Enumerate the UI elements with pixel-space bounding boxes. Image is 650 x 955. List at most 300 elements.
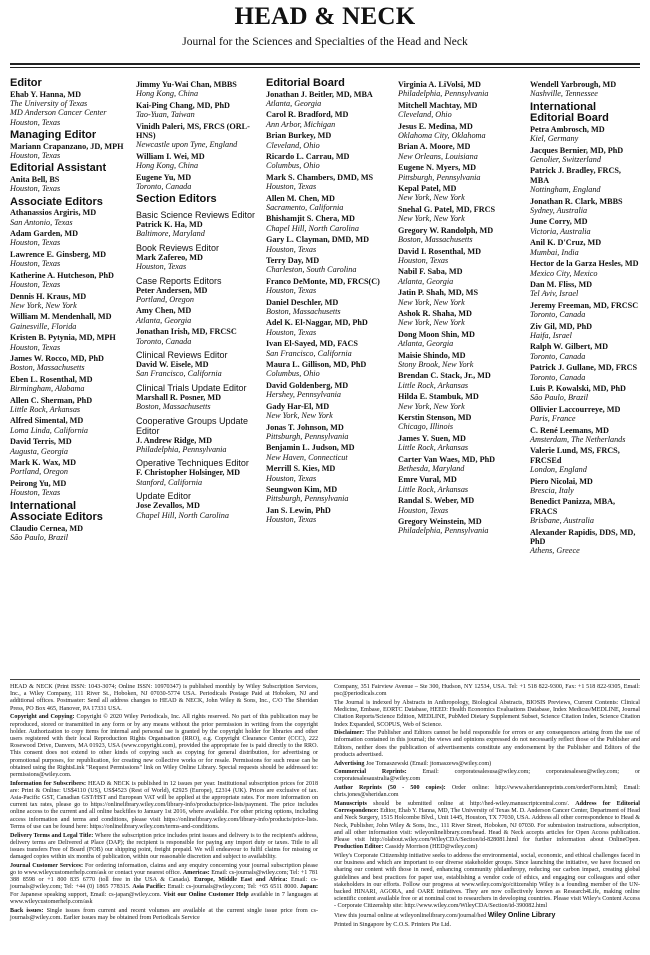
editor-affiliation: Cleveland, Ohio	[398, 110, 452, 120]
editor-name: Jose Zevallos, MD	[136, 501, 200, 511]
editor-name: Alfred Simental, MD	[10, 416, 84, 426]
section-heading: Editor	[10, 77, 42, 89]
editor-name: Peter Andersen, MD	[136, 285, 208, 295]
masthead-rule	[10, 63, 640, 65]
editor-entry	[398, 434, 518, 453]
editor-entry	[136, 122, 261, 150]
editor-affiliation: Brisbane, Australia	[530, 516, 594, 526]
editor-entry	[530, 259, 642, 278]
info-paragraph	[334, 684, 640, 698]
editor-affiliation: Pittsburgh, Pennsylvania	[266, 431, 349, 441]
editor-name: William I. Wei, MD	[136, 151, 205, 161]
editor-entry	[398, 517, 518, 536]
editor-affiliation: Hong Kong, China	[136, 161, 199, 171]
editor-name: Randal S. Weber, MD	[398, 496, 475, 506]
info-paragraph	[334, 853, 640, 911]
editor-affiliation: São Paulo, Brazil	[10, 533, 68, 543]
editor-entry	[530, 384, 642, 403]
editor-entry	[266, 402, 388, 421]
editor-affiliation: Tel Aviv, Israel	[530, 289, 579, 299]
editor-entry	[136, 253, 261, 272]
editor-entry	[398, 122, 518, 141]
info-label: Information for Subscribers:	[10, 780, 88, 787]
editor-affiliation: Mexico City, Mexico	[530, 268, 598, 278]
editor-entry	[10, 250, 128, 269]
editor-entry	[10, 437, 128, 456]
editor-affiliation: Houston, Texas	[266, 286, 317, 296]
section-heading: Editorial Assistant	[10, 162, 107, 175]
editor-entry	[266, 318, 388, 337]
editor-affiliation: Little Rock, Arkansas	[398, 443, 469, 453]
editor-affiliation: Birmingham, Alabama	[10, 384, 85, 394]
editor-entry	[266, 131, 388, 150]
editor-name: J. Andrew Ridge, MD	[136, 435, 213, 445]
editor-name: Ralph W. Gilbert, MD	[530, 342, 609, 352]
editor-name: Gady Har-El, MD	[266, 401, 330, 411]
editor-entry	[398, 80, 518, 99]
info-text: Email: corporatesalesusa@wiley.com; corporatesaleseu@wiley.com; or corporatesalesaustralia@wiley.com	[334, 769, 640, 783]
info-text: Email: cs-journals@wiley.com; Tel: +65 6511 8000.	[167, 884, 301, 891]
info-paragraph	[334, 730, 640, 759]
editor-affiliation: Pittsburgh, Pennsylvania	[266, 494, 349, 504]
editor-entry	[530, 238, 642, 257]
editor-name: Vinidh Paleri, MS, FRCS (ORL-HNS)	[136, 121, 250, 141]
editor-name: Franco DeMonte, MD, FRCS(C)	[266, 276, 380, 286]
editor-entry	[266, 235, 388, 254]
editor-affiliation: Portland, Oregon	[136, 295, 194, 304]
info-label: Europe, Middle East and Africa:	[194, 877, 292, 884]
editor-affiliation: Oklahoma City, Oklahoma	[398, 131, 486, 141]
editor-affiliation: Hong Kong, China	[136, 89, 199, 99]
editor-affiliation: Chapel Hill, North Carolina	[266, 223, 359, 233]
info-paragraph	[334, 700, 640, 729]
subsection-heading: Basic Science Reviews Editor	[136, 209, 256, 220]
editor-name: C. René Leemans, MD	[530, 425, 609, 435]
editor-affiliation: MD Anderson Cancer Center	[10, 108, 107, 118]
board-column-3	[266, 78, 388, 525]
editor-entry	[10, 229, 128, 248]
info-paragraph	[10, 863, 318, 906]
editor-entry	[530, 280, 642, 299]
editor-affiliation: Houston, Texas	[10, 151, 61, 161]
editor-entry	[136, 220, 261, 239]
editor-affiliation: Nashville, Tennessee	[530, 89, 598, 99]
editor-name: James Y. Suen, MD	[398, 433, 466, 443]
info-text: Printed in Singapore by C.O.S. Printers Pte Ltd.	[334, 921, 451, 928]
editor-entry	[530, 528, 642, 556]
subsection-heading: Update Editor	[136, 491, 192, 502]
editor-affiliation: Columbus, Ohio	[266, 369, 320, 379]
info-label: Address for Editorial Correspondence:	[334, 801, 640, 815]
editor-affiliation: Little Rock, Arkansas	[398, 484, 469, 494]
editor-name: Peirong Yu, MD	[10, 478, 67, 488]
section-heading: International Editorial Board	[530, 100, 609, 125]
info-text: For Japanese speaking support, Email: cs-japan@wiley.com.	[10, 891, 164, 898]
editor-affiliation: Mumbai, India	[530, 247, 579, 257]
editor-entry	[136, 101, 261, 120]
editor-name: Jan S. Lewin, PhD	[266, 505, 331, 515]
info-paragraph	[334, 785, 640, 799]
info-text: Editor, Ehab Y. Hanna, MD, The University of Texas M. D. Anderson Cancer Center, Department of Head and Neck Surgery, 1515 Holcombe Blvd., Unit 1445, Houston, TX 77030, USA. Address all other correspondence to Head & Neck, Publisher, John Wiley & Sons, Inc., 111 River Street, Hoboken, NJ 07030. For submission instructions, subscription, and all other information visit: wileyonlinelibrary.com/head. Head & Neck accepts articles for Open Access publication. Please visit http://olabout.wiley.com/WileyCDA/Section/id-828081.html for further information about OnlineOpen.	[334, 808, 641, 844]
info-text: Cassidy Morrison (HED@wiley.com)	[385, 844, 478, 851]
editor-name: Athanassios Argiris, MD	[10, 208, 97, 218]
editor-entry	[530, 477, 642, 496]
editor-name: June Corry, MD	[530, 217, 588, 227]
editor-name: Jeremy Freeman, MD, FRCSC	[530, 300, 639, 310]
info-paragraph	[10, 908, 318, 922]
info-label: Manuscripts	[334, 801, 374, 808]
editor-affiliation: Houston, Texas	[10, 238, 61, 248]
info-text: HEAD & NECK is published in 12 issues per year. Institutional subscription prices for 2018 are: Print & Online: US$4110 (US), US$4523 (Rest of World), €2925 (Europe), £2314 (UK). Prices are exclusive of tax. Asia-Pacific GST, Canadian GST/HST and European VAT will be applied at the appropriate rates. For more information on current tax rates, please go to https://onlinelibrary.wiley.com/library-info/products/price-lists/payment. The price includes online access to the current and all online backfiles to January 1st 2016, where available. For other pricing options, including access information and terms and conditions, please visit https://onlinelibrary.wiley.com/library-info/products/price-lists. Terms of use can be found here: https://onlinelibrary.wiley.com/terms-and-conditions.	[10, 780, 318, 830]
editor-name: Jesus E. Medina, MD	[398, 121, 473, 131]
editor-entry	[136, 327, 261, 346]
editor-affiliation: Paris, France	[530, 414, 576, 424]
editor-name: Piero Nicolai, MD	[530, 476, 593, 486]
editor-affiliation: São Paulo, Brazil	[530, 393, 588, 403]
editor-entry	[136, 436, 261, 455]
info-label: Commercial Reprints:	[334, 769, 423, 776]
editor-entry	[266, 339, 388, 358]
editor-entry	[10, 375, 128, 394]
editor-entry	[136, 393, 261, 412]
editor-affiliation: Boston, Massachusetts	[398, 235, 473, 245]
editor-name: Eugene Yu, MD	[136, 172, 192, 182]
info-label: Americas:	[182, 870, 212, 877]
editor-affiliation: Haifa, Israel	[530, 330, 572, 340]
editor-name: Carol R. Bradford, MD	[266, 110, 349, 120]
editor-name: William M. Mendenhall, MD	[10, 312, 112, 322]
editor-affiliation: Little Rock, Arkansas	[10, 404, 81, 414]
editor-name: Mark S. Chambers, DMD, MS	[266, 172, 374, 182]
info-text: should be submitted online at http://hed-wiley.manuscriptcentral.com/.	[373, 801, 576, 808]
editor-affiliation: Genolier, Switzerland	[530, 155, 601, 165]
editor-affiliation: Houston, Texas	[398, 505, 449, 515]
editor-entry	[10, 271, 128, 290]
editor-affiliation: Charleston, South Carolina	[266, 265, 357, 275]
editor-name: Bhishamjit S. Chera, MD	[266, 214, 355, 224]
editor-name: Emre Vural, MD	[398, 475, 457, 485]
editor-entry	[136, 468, 261, 487]
editor-name: Adel K. El-Naggar, MD, PhD	[266, 318, 368, 328]
editor-affiliation: Stanford, California	[136, 477, 203, 487]
editor-affiliation: Little Rock, Arkansas	[398, 380, 469, 390]
publication-info-right	[334, 684, 640, 931]
info-label: Japan:	[300, 884, 318, 891]
masthead	[0, 2, 650, 50]
editor-affiliation: Houston, Texas	[266, 244, 317, 254]
editor-affiliation: Portland, Oregon	[10, 467, 68, 477]
editor-affiliation: San Francisco, California	[266, 348, 352, 358]
board-column-2	[136, 78, 261, 520]
editor-entry	[136, 306, 261, 325]
editor-name: Dong Moon Shin, MD	[398, 329, 475, 339]
editor-entry	[398, 247, 518, 266]
editor-entry	[530, 426, 642, 445]
editor-affiliation: New York, New York	[10, 300, 77, 310]
info-text: HEAD & NECK (Print ISSN: 1043-3074; Online ISSN: 10970347) is published monthly by Wiley Subscription Services, Inc., a Wiley Company, 111 River St., Hoboken, NJ 07030-5774 USA. Periodicals Postage Paid at Hoboken, NJ and additional offices. Postmaster: Send all address changes to HEAD & NECK, John Wiley & Sons, Inc., C/O The Sheridan Press, PO Box 465, Hanover, PA 17331 USA.	[10, 684, 318, 712]
editor-name: Kepal Patel, MD	[398, 184, 457, 194]
info-paragraph	[334, 769, 640, 783]
editor-name: Patrick J. Gullane, MD, FRCS	[530, 363, 638, 373]
editor-affiliation: New York, New York	[398, 214, 465, 224]
editor-name: Anil K. D'Cruz, MD	[530, 238, 602, 248]
editor-affiliation: Houston, Texas	[266, 327, 317, 337]
editor-affiliation: Hershey, Pennsylvania	[266, 390, 342, 400]
editor-affiliation: Victoria, Australia	[530, 226, 591, 236]
info-text: Single issues from current and recent volumes are available at the current single issue price from cs-journals@wiley.com. Earlier issues may be obtained from Periodicals Service	[10, 907, 319, 921]
info-label: Journal Customer Services:	[10, 862, 85, 869]
editor-name: Ashok R. Shaha, MD	[398, 308, 472, 318]
editor-entry	[398, 475, 518, 494]
editor-entry	[266, 506, 388, 525]
editor-affiliation: Tao-Yuan, Taiwan	[136, 110, 195, 120]
editor-entry	[398, 413, 518, 432]
editor-name: David W. Eisele, MD	[136, 360, 209, 370]
editor-affiliation: Chapel Hill, North Carolina	[136, 510, 229, 520]
subsection-heading: Case Reports Editors	[136, 275, 222, 286]
info-paragraph	[334, 922, 640, 929]
editor-name: Eugene N. Myers, MD	[398, 163, 476, 173]
editor-entry	[530, 166, 642, 194]
editor-affiliation: Chicago, Illinois	[398, 422, 454, 432]
editor-name: Jimmy Yu-Wai Chan, MBBS	[136, 80, 237, 89]
editor-name: Jonathan R. Clark, MBBS	[530, 196, 623, 206]
info-text: Joe Tomaszewski (Email: jtomaszews@wiley.com)	[366, 760, 492, 767]
editor-name: Kai-Ping Chang, MD, PhD	[136, 100, 230, 110]
info-text: Copyright © 2020 Wiley Periodicals, Inc. All rights reserved. No part of this publication may be reproduced, stored or transmitted in any form or by any means without the prior permission in writing from the copyright holder. Authorization to copy items for internal and personal use is granted by the copyright holder for libraries and other users registered with their local Reproduction Rights Organisation (RRO), e.g. Copyright Clearance Center (CCC), 222 Rosewood Drive, Danvers, MA 01923, USA (www.copyright.com), provided the appropriate fee is paid directly to the RRO. This consent does not extend to other kinds of copying such as copying for general distribution, for advertising or promotional purposes, for republication, for creating new collective works or for resale. Permissions for such reuse can be obtained using the RightsLink "Request Permissions" link on Wiley Online Library. Special requests should be addressed to: permissions@wiley.com.	[10, 714, 318, 778]
editor-entry	[398, 226, 518, 245]
editor-name: Brendan C. Stack, Jr., MD	[398, 371, 491, 381]
editor-entry	[10, 396, 128, 415]
editor-affiliation: Houston, Texas	[266, 182, 317, 192]
editor-name: Mark K. Wax, MD	[10, 458, 77, 467]
editor-affiliation: Houston, Texas	[10, 280, 61, 290]
editor-name: F. Christopher Holsinger, MD	[136, 468, 241, 478]
info-paragraph	[334, 801, 640, 851]
editor-entry	[136, 360, 261, 379]
editor-affiliation: Philadelphia, Pennsylvania	[398, 89, 489, 99]
board-column-1	[10, 78, 128, 542]
info-label: Copyright and Copying:	[10, 714, 77, 721]
editor-affiliation: Philadelphia, Pennsylvania	[398, 526, 489, 536]
info-paragraph	[10, 714, 318, 779]
editor-name: Luis P. Kowalski, MD, PhD	[530, 383, 626, 393]
editor-affiliation: Gainesville, Florida	[10, 321, 77, 331]
editor-entry	[530, 342, 642, 361]
editor-name: Gary L. Clayman, DMD, MD	[266, 235, 370, 245]
editor-affiliation: Brescia, Italy	[530, 486, 574, 496]
editor-name: Benedict Panizza, MBA, FRACS	[530, 497, 616, 516]
info-paragraph	[10, 684, 318, 713]
info-label: Delivery Terms and Legal Title:	[10, 832, 95, 839]
editor-entry	[530, 405, 642, 424]
editor-affiliation: Sacramento, California	[266, 202, 344, 212]
editor-entry	[136, 501, 261, 520]
editor-name: Marshall R. Posner, MD	[136, 392, 221, 402]
editor-entry	[10, 333, 128, 352]
editor-name: Mark Zafereo, MD	[136, 252, 203, 262]
editor-name: David Goldenberg, MD	[266, 380, 349, 390]
editor-name: Adam Garden, MD	[10, 229, 78, 239]
section-heading: International Associate Editors	[10, 499, 103, 524]
editor-name: James W. Rocco, MD, PhD	[10, 353, 104, 363]
editor-affiliation: Columbus, Ohio	[266, 161, 320, 171]
editor-entry	[266, 256, 388, 275]
info-label: Advertising	[334, 760, 366, 767]
editor-entry	[10, 479, 128, 498]
editor-affiliation: New York, New York	[398, 318, 465, 328]
editor-affiliation: Baltimore, Maryland	[136, 229, 205, 239]
editor-affiliation: Atlanta, Georgia	[398, 276, 454, 286]
editor-name: Valerie Lund, MS, FRCS, FRCSEd	[530, 446, 620, 465]
subsection-heading: Operative Techniques Editor	[136, 458, 249, 469]
info-text: Company, 351 Fairview Avenue – Ste 300, Hudson, NY 12534, USA. Tel: +1 518 822-9300, Fax: +1 518 822-9305, Email: psc@periodicals.com	[334, 684, 640, 698]
editor-entry	[10, 458, 128, 477]
editor-name: David I. Rosenthal, MD	[398, 246, 482, 256]
editor-name: Jacques Bernier, MD, PhD	[530, 145, 624, 155]
editor-entry	[266, 485, 388, 504]
editor-entry	[398, 496, 518, 515]
editor-name: Snehal G. Patel, MD, FRCS	[398, 204, 496, 214]
editor-entry	[266, 298, 388, 317]
editor-name: Nabil F. Saba, MD	[398, 267, 463, 277]
journal-subtitle: Journal for the Sciences and Specialties of the Head and Neck	[182, 36, 468, 48]
editor-entry	[530, 80, 642, 99]
editor-affiliation: Amsterdam, The Netherlands	[530, 435, 626, 444]
editor-name: Ivan El-Sayed, MD, FACS	[266, 339, 358, 349]
editor-name: Terry Day, MD	[266, 256, 320, 265]
editor-entry	[398, 309, 518, 328]
editor-affiliation: Atlanta, Georgia	[266, 98, 322, 108]
editor-affiliation: Atlanta, Georgia	[398, 339, 454, 349]
editor-entry	[266, 464, 388, 483]
editor-affiliation: New Haven, Connecticut	[266, 452, 348, 462]
editor-entry	[530, 217, 642, 236]
editor-name: Patrick K. Ha, MD	[136, 219, 203, 229]
info-label: Production Editor:	[334, 844, 386, 851]
editor-affiliation: Houston, Texas	[10, 342, 61, 352]
info-text: Email: cs-journals@wiley.com; Tel: +44 (0) 1865 778315.	[10, 877, 319, 891]
editor-entry	[398, 163, 518, 182]
editor-name: Petra Ambrosch, MD	[530, 124, 605, 134]
editor-name: Allen C. Sherman, PhD	[10, 395, 93, 405]
editor-affiliation: Toronto, Canada	[530, 372, 586, 382]
masthead-rule-thin	[10, 67, 640, 68]
editor-entry	[266, 90, 388, 109]
editor-name: Dennis H. Kraus, MD	[10, 291, 87, 301]
editor-affiliation: New Orleans, Louisiana	[398, 151, 478, 161]
editor-entry	[530, 146, 642, 165]
editor-affiliation: Bethesda, Maryland	[398, 464, 465, 474]
editor-affiliation: Kiel, Germany	[530, 134, 579, 144]
info-text: The Publisher and Editors cannot be held responsible for errors or any consequences arising from the use of information contained in this journal; the views and opinions expressed do not necessarily reflect those of the Publisher and Editors, neither does the publication of advertisements constitute any endorsement by the Publisher and Editors of the products advertised.	[334, 730, 640, 758]
editor-affiliation: Houston, Texas	[10, 184, 61, 194]
editor-entry	[398, 330, 518, 349]
editor-affiliation: New York, New York	[398, 297, 465, 307]
editor-entry	[398, 142, 518, 161]
subsection-heading: Book Reviews Editor	[136, 242, 220, 253]
board-column-5	[530, 78, 642, 556]
editor-entry	[136, 80, 261, 99]
editor-name: Brian Burkey, MD	[266, 131, 332, 141]
editor-entry	[266, 423, 388, 442]
editor-name: Hector de la Garza Hesles, MD	[530, 259, 639, 269]
editor-entry	[398, 288, 518, 307]
editor-entry	[398, 184, 518, 203]
board-column-4	[398, 78, 518, 536]
editor-entry	[266, 173, 388, 192]
editor-affiliation: Athens, Greece	[530, 546, 580, 556]
editor-name: Kristen B. Pytynia, MD, MPH	[10, 333, 116, 343]
editor-name: Alexander Rapidis, DDS, MD, PhD	[530, 527, 636, 547]
editor-name: Merrill S. Kies, MD	[266, 464, 336, 474]
info-label: Visit our Online Customer Help	[163, 891, 251, 898]
editor-name: Anita Bell, BS	[10, 174, 60, 184]
editor-entry	[530, 125, 642, 144]
editor-affiliation: Toronto, Canada	[530, 351, 586, 361]
editor-affiliation: Houston, Texas	[10, 488, 61, 498]
editor-entry	[398, 371, 518, 390]
editor-name: Lawrence E. Ginsberg, MD	[10, 249, 107, 259]
editor-entry	[398, 351, 518, 370]
editor-name: Claudio Cernea, MD	[10, 523, 83, 533]
editor-name: Daniel Deschler, MD	[266, 297, 339, 307]
editor-name: Patrick J. Bradley, FRCS, MBA	[530, 166, 621, 185]
editor-affiliation: New York, New York	[398, 193, 465, 203]
editor-entry	[266, 152, 388, 171]
editor-name: Dan M. Fliss, MD	[530, 279, 593, 289]
editor-affiliation: Augusta, Georgia	[10, 446, 68, 456]
info-label: Author Reprints (50 - 500 copies):	[334, 785, 452, 792]
editor-name: Ziv Gil, MD, PhD	[530, 321, 593, 331]
info-paragraph	[334, 912, 640, 920]
subsection-heading: Clinical Trials Update Editor	[136, 382, 247, 393]
info-text: For ordering information, claims and any enquiry concerning your journal subscription please go to www.wileycustomerhelp.com/ask or contact your nearest office.	[10, 862, 318, 877]
info-paragraph	[10, 833, 318, 862]
editor-affiliation: Toronto, Canada	[530, 310, 586, 320]
editor-affiliation: Boston, Massachusetts	[266, 307, 341, 317]
info-text: Wiley's Corporate Citizenship initiative seeks to address the environmental, social, economic, and ethical challenges faced in our business and which are important to our diverse stakeholder groups. Since launching the initiative, we have focused on sharing our content with those in need, enhancing community philanthropy, reducing our carbon impact, creating global guidelines and best practices for paper use, establishing a vendor code of ethics, and engaging our colleagues and other stakeholders in our efforts. Follow our progress at www.wiley.com/go/citizenship Wiley is a founding member of the UN-backed HINARI, AGORA, and OARE initiatives. They are now collectively known as Research4Life, making online scientific content available free or at nominal cost to researchers in developing countries. Please visit Wiley's Content Access - Corporate Citizenship site: http://www.wiley.com/WileyCDA/Section/id-390082.html	[334, 852, 640, 910]
editor-affiliation: Houston, Texas	[398, 255, 449, 265]
editor-entry	[10, 142, 128, 161]
editor-entry	[530, 497, 642, 525]
editor-affiliation: Toronto, Canada	[136, 336, 192, 346]
editor-affiliation: Boston, Massachusetts	[136, 402, 211, 412]
editor-entry	[136, 286, 261, 305]
editor-affiliation: Pittsburgh, Pennsylvania	[398, 172, 481, 182]
editor-entry	[398, 267, 518, 286]
editor-name: Jonas T. Johnson, MD	[266, 422, 344, 432]
editor-name: Maura L. Gillison, MD, PhD	[266, 360, 367, 370]
editor-affiliation: London, England	[530, 465, 587, 475]
editor-name: Mariann Crapanzano, JD, MPH	[10, 141, 124, 151]
editor-affiliation: Houston, Texas	[10, 259, 61, 269]
info-paragraph	[334, 761, 640, 768]
publication-info-left	[10, 684, 318, 924]
info-text: Email: cs-journals@wiley.com; Tel: +1 781 388 8598 or +1 800 835 6770 (toll free in the USA & Canada).	[10, 870, 318, 884]
info-paragraph	[10, 781, 318, 831]
info-label: Back issues:	[10, 907, 47, 914]
info-text: View this journal online at wileyonlinelibrary.com/journal/hed	[334, 913, 488, 920]
editor-entry	[266, 214, 388, 233]
editor-entry	[398, 101, 518, 120]
editor-name: Eben L. Rosenthal, MD	[10, 374, 93, 384]
info-label: Disclaimer:	[334, 730, 367, 737]
editor-name: Mitchell Machtay, MD	[398, 100, 478, 110]
section-heading: Associate Editors	[10, 195, 103, 208]
editor-affiliation: The University of Texas	[10, 98, 88, 108]
journal-title: HEAD & NECK	[234, 3, 416, 30]
